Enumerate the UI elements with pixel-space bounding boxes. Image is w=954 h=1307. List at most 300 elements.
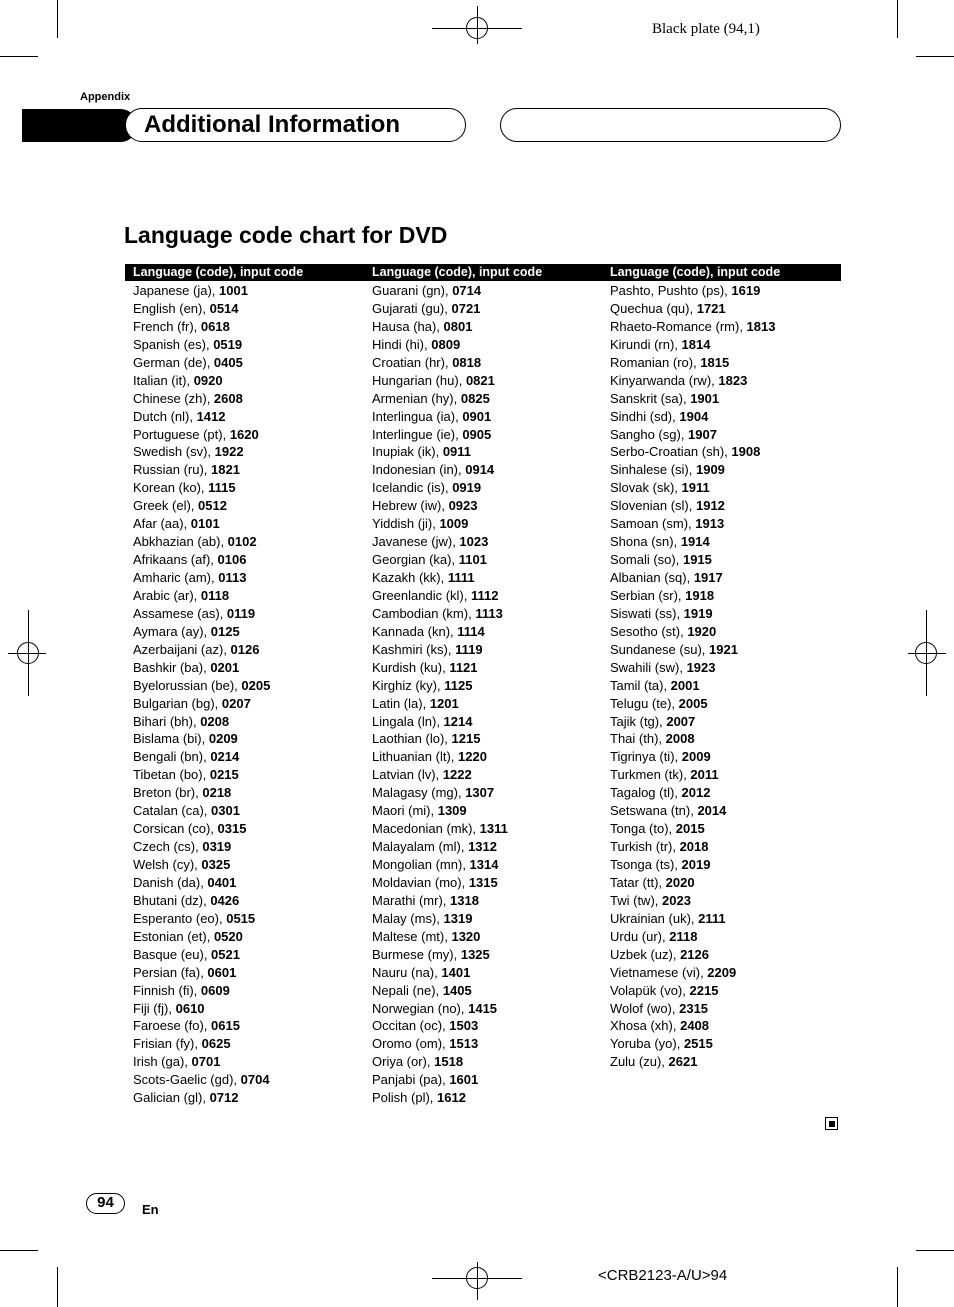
language-name: Sesotho (st), (610, 623, 688, 639)
language-entry (372, 784, 508, 802)
input-code: 0601 (207, 964, 237, 980)
language-name: Ukrainian (uk), (610, 910, 699, 926)
language-name: Basque (eu), (133, 946, 212, 962)
input-code: 0426 (210, 892, 240, 908)
column-header: Language (code), input code (133, 265, 304, 279)
column-header: Language (code), input code (610, 265, 781, 279)
language-entry (133, 928, 270, 946)
language-name: Hausa (ha), (372, 318, 444, 334)
language-entry (372, 533, 508, 551)
input-code: 1307 (465, 785, 495, 801)
language-name: Vietnamese (vi), (610, 964, 708, 980)
language-entry (372, 928, 508, 946)
language-entry (610, 515, 775, 533)
input-code: 0520 (213, 928, 243, 944)
language-name: Malagasy (mg), (372, 785, 466, 801)
language-entry (610, 659, 775, 677)
crop-mark (0, 56, 38, 57)
language-entry (372, 479, 508, 497)
input-code: 0923 (448, 498, 478, 514)
input-code: 1915 (682, 552, 712, 568)
language-name: Somali (so), (610, 552, 683, 568)
language-name: Nepali (ne), (372, 982, 443, 998)
language-name: Chinese (zh), (133, 390, 214, 406)
language-name: Esperanto (eo), (133, 910, 227, 926)
input-code: 0704 (240, 1072, 270, 1088)
input-code: 2020 (665, 874, 695, 890)
input-code: 1904 (679, 408, 709, 424)
language-name: Slovenian (sl), (610, 498, 696, 514)
language-label: En (142, 1202, 159, 1217)
language-name: Galician (gl), (133, 1090, 210, 1106)
language-entry (133, 784, 270, 802)
language-entry (372, 730, 508, 748)
language-name: Xhosa (xh), (610, 1018, 681, 1034)
language-name: Greek (el), (133, 498, 199, 514)
input-code: 1415 (468, 1000, 498, 1016)
language-entry (610, 408, 775, 426)
language-entry (133, 461, 270, 479)
language-entry (372, 838, 508, 856)
language-column (610, 282, 775, 1071)
language-name: Norwegian (no), (372, 1000, 469, 1016)
language-name: Guarani (gn), (372, 283, 453, 298)
language-entry (372, 748, 508, 766)
crop-mark (0, 1250, 38, 1251)
input-code: 1325 (460, 946, 490, 962)
language-entry (372, 946, 508, 964)
language-entry (133, 479, 270, 497)
input-code: 1311 (479, 821, 508, 837)
language-name: Telugu (te), (610, 695, 679, 711)
input-code: 1315 (468, 874, 498, 890)
language-entry (133, 641, 270, 659)
input-code: 0714 (452, 283, 482, 298)
language-name: Panjabi (pa), (372, 1072, 450, 1088)
language-name: Sanskrit (sa), (610, 390, 691, 406)
input-code: 1909 (695, 462, 725, 478)
language-entry (372, 569, 508, 587)
language-name: Yoruba (yo), (610, 1036, 684, 1052)
language-entry (133, 372, 270, 390)
language-entry (610, 372, 775, 390)
language-entry (610, 300, 775, 318)
input-code: 1921 (709, 641, 738, 657)
input-code: 1721 (696, 300, 726, 316)
language-name: Hindi (hi), (372, 336, 432, 352)
document-code: <CRB2123-A/U>94 (598, 1267, 728, 1284)
language-entry (372, 318, 508, 336)
language-entry (610, 802, 775, 820)
language-entry (610, 730, 775, 748)
input-code: 1114 (457, 623, 485, 639)
language-entry (372, 641, 508, 659)
input-code: 0625 (201, 1036, 231, 1052)
language-entry (372, 623, 508, 641)
language-name: Siswati (ss), (610, 605, 684, 621)
language-entry (372, 497, 508, 515)
language-name: Scots-Gaelic (gd), (133, 1072, 241, 1088)
language-entry (372, 820, 508, 838)
language-entry (133, 856, 270, 874)
language-name: Uzbek (uz), (610, 946, 681, 962)
language-name: Russian (ru), (133, 462, 212, 478)
language-entry (610, 354, 775, 372)
language-name: Oriya (or), (372, 1054, 435, 1070)
input-code: 1901 (690, 390, 720, 406)
language-entry (133, 874, 270, 892)
language-name: Kannada (kn), (372, 623, 458, 639)
input-code: 1912 (695, 498, 725, 514)
language-column (133, 282, 270, 1107)
input-code: 2009 (681, 749, 711, 765)
language-column (372, 282, 508, 1107)
input-code: 2014 (697, 803, 727, 819)
language-entry (610, 892, 775, 910)
language-name: Marathi (mr), (372, 892, 450, 908)
language-name: Indonesian (in), (372, 462, 466, 478)
input-code: 2007 (666, 713, 696, 729)
language-name: Bashkir (ba), (133, 659, 211, 675)
language-entry (133, 390, 270, 408)
input-code: 2011 (690, 767, 719, 783)
language-name: Javanese (jw), (372, 534, 460, 550)
language-name: Inupiak (ik), (372, 444, 443, 460)
language-entry (610, 479, 775, 497)
language-name: Interlingue (ie), (372, 426, 463, 442)
language-entry (133, 838, 270, 856)
language-entry (133, 318, 270, 336)
input-code: 2408 (680, 1018, 710, 1034)
language-name: Rhaeto-Romance (rm), (610, 318, 747, 334)
input-code: 1913 (695, 516, 725, 532)
language-name: Albanian (sq), (610, 570, 694, 585)
language-entry (372, 910, 508, 928)
input-code: 1815 (700, 354, 730, 370)
language-entry (610, 910, 775, 928)
language-name: Tagalog (tl), (610, 785, 682, 801)
language-name: Serbian (sr), (610, 587, 686, 603)
language-name: German (de), (133, 354, 214, 370)
language-entry (610, 820, 775, 838)
language-entry (133, 1053, 270, 1071)
input-code: 1920 (687, 623, 717, 639)
language-name: Slovak (sk), (610, 480, 682, 496)
input-code: 0209 (208, 731, 238, 747)
language-name: Gujarati (gu), (372, 300, 452, 316)
input-code: 2001 (670, 677, 700, 693)
language-name: Volapük (vo), (610, 982, 690, 998)
language-name: Maltese (mt), (372, 928, 452, 944)
language-entry (372, 695, 508, 713)
input-code: 0914 (465, 462, 495, 478)
input-code: 1922 (214, 444, 244, 460)
input-code: 1412 (196, 408, 226, 424)
input-code: 1113 (475, 605, 503, 621)
section-empty-tab (500, 108, 841, 142)
language-name: Swedish (sv), (133, 444, 215, 460)
input-code: 1009 (439, 516, 469, 532)
language-entry (133, 443, 270, 461)
language-name: Corsican (co), (133, 821, 218, 837)
language-entry (610, 713, 775, 731)
column-header: Language (code), input code (372, 265, 543, 279)
language-name: Latvian (lv), (372, 767, 443, 783)
input-code: 0610 (175, 1000, 205, 1016)
language-name: Hebrew (iw), (372, 498, 449, 514)
language-entry (372, 354, 508, 372)
language-name: Kirundi (rn), (610, 336, 682, 352)
language-entry (610, 623, 775, 641)
input-code: 0405 (213, 354, 243, 370)
input-code: 0519 (213, 336, 243, 352)
registration-mark-icon (17, 642, 39, 664)
input-code: 0214 (210, 749, 240, 765)
input-code: 0514 (209, 300, 239, 316)
language-entry (133, 336, 270, 354)
language-entry (372, 713, 508, 731)
language-entry (372, 461, 508, 479)
language-entry (610, 336, 775, 354)
input-code: 0712 (209, 1090, 239, 1106)
input-code: 1201 (429, 695, 459, 711)
input-code: 1814 (681, 336, 711, 352)
language-name: Azerbaijani (az), (133, 641, 231, 657)
language-entry (610, 964, 775, 982)
language-name: Frisian (fy), (133, 1036, 202, 1052)
input-code: 0102 (227, 534, 257, 550)
language-entry (133, 533, 270, 551)
input-code: 0301 (211, 803, 240, 819)
language-entry (133, 964, 270, 982)
section-title: Additional Information (125, 108, 466, 142)
language-name: Faroese (fo), (133, 1018, 212, 1034)
input-code: 2005 (678, 695, 708, 711)
plate-label: Black plate (94,1) (652, 21, 760, 37)
language-entry (372, 551, 508, 569)
input-code: 0920 (193, 372, 223, 388)
input-code: 1601 (449, 1072, 479, 1088)
language-entry (372, 802, 508, 820)
language-entry (133, 910, 270, 928)
input-code: 1320 (451, 928, 481, 944)
input-code: 0125 (210, 623, 240, 639)
input-code: 0919 (452, 480, 482, 496)
language-entry (372, 766, 508, 784)
language-name: Breton (br), (133, 785, 203, 801)
language-entry (133, 569, 270, 587)
language-entry (610, 461, 775, 479)
language-entry (133, 1035, 270, 1053)
language-entry (610, 982, 775, 1000)
language-entry (133, 1017, 270, 1035)
language-name: Tajik (tg), (610, 713, 667, 729)
language-name: Swahili (sw), (610, 659, 687, 675)
language-entry (610, 695, 775, 713)
language-name: Kazakh (kk), (372, 570, 448, 585)
input-code: 2209 (707, 964, 737, 980)
input-code: 2018 (679, 839, 709, 855)
input-code: 1907 (688, 426, 717, 442)
language-entry (133, 766, 270, 784)
input-code: 1620 (229, 426, 259, 442)
language-name: Samoan (sm), (610, 516, 696, 532)
input-code: 1911 (681, 480, 710, 496)
input-code: 0119 (226, 605, 256, 621)
language-name: Malayalam (ml), (372, 839, 469, 855)
input-code: 0205 (241, 677, 271, 693)
language-entry (133, 982, 270, 1000)
language-name: Fiji (fj), (133, 1000, 176, 1016)
end-mark-icon (825, 1117, 838, 1130)
language-name: Estonian (et), (133, 928, 214, 944)
input-code: 1319 (443, 910, 473, 926)
language-name: Kirghiz (ky), (372, 677, 445, 693)
language-name: Kurdish (ku), (372, 659, 450, 675)
language-name: Armenian (hy), (372, 390, 461, 406)
input-code: 0721 (451, 300, 481, 316)
input-code: 0821 (465, 372, 495, 388)
language-entry (133, 497, 270, 515)
language-entry (610, 677, 775, 695)
input-code: 1619 (731, 283, 761, 298)
input-code: 0809 (431, 336, 461, 352)
language-name: Aymara (ay), (133, 623, 211, 639)
language-entry (372, 282, 508, 300)
language-entry (133, 659, 270, 677)
language-entry (133, 730, 270, 748)
language-entry (372, 1071, 508, 1089)
language-name: Zulu (zu), (610, 1054, 669, 1070)
language-name: Nauru (na), (372, 964, 442, 980)
language-entry (133, 713, 270, 731)
input-code: 0218 (202, 785, 232, 801)
language-name: Cambodian (km), (372, 605, 476, 621)
language-name: Burmese (my), (372, 946, 461, 962)
language-name: Setswana (tn), (610, 803, 698, 819)
input-code: 0515 (226, 910, 256, 926)
crop-mark (57, 0, 58, 38)
language-name: Moldavian (mo), (372, 874, 469, 890)
language-name: Wolof (wo), (610, 1000, 680, 1016)
language-entry (133, 354, 270, 372)
input-code: 1612 (437, 1090, 466, 1106)
language-name: Serbo-Croatian (sh), (610, 444, 732, 460)
input-code: 2126 (680, 946, 709, 962)
input-code: 0901 (462, 408, 492, 424)
language-name: Tonga (to), (610, 821, 676, 837)
language-entry (133, 1071, 270, 1089)
language-entry (133, 587, 270, 605)
input-code: 2118 (669, 928, 698, 944)
language-entry (372, 1035, 508, 1053)
language-name: Bislama (bi), (133, 731, 209, 747)
language-entry (133, 677, 270, 695)
language-entry (610, 426, 775, 444)
language-name: Tsonga (ts), (610, 857, 682, 872)
appendix-label: Appendix (80, 91, 131, 103)
language-name: Malay (ms), (372, 910, 444, 926)
language-entry (610, 874, 775, 892)
language-name: Czech (cs), (133, 839, 203, 855)
language-entry (610, 1053, 775, 1071)
input-code: 0701 (191, 1054, 221, 1070)
language-entry (610, 1000, 775, 1018)
input-code: 1214 (443, 713, 473, 729)
language-entry (133, 426, 270, 444)
language-name: Tigrinya (ti), (610, 749, 682, 765)
language-name: Croatian (hr), (372, 354, 453, 370)
language-entry (610, 443, 775, 461)
language-entry (372, 605, 508, 623)
input-code: 0609 (200, 982, 230, 998)
language-entry (372, 300, 508, 318)
registration-mark-icon (915, 642, 937, 664)
crop-mark (916, 1250, 954, 1251)
language-entry (133, 551, 270, 569)
language-name: Maori (mi), (372, 803, 438, 819)
input-code: 1215 (451, 731, 481, 747)
language-entry (372, 587, 508, 605)
input-code: 1518 (434, 1054, 464, 1070)
language-name: Turkmen (tk), (610, 767, 691, 783)
language-name: Afar (aa), (133, 516, 191, 532)
language-entry (610, 497, 775, 515)
input-code: 1513 (449, 1036, 479, 1052)
language-name: Polish (pl), (372, 1090, 438, 1106)
language-entry (372, 982, 508, 1000)
language-name: Irish (ga), (133, 1054, 192, 1070)
input-code: 0905 (462, 426, 492, 442)
input-code: 2515 (683, 1036, 713, 1052)
language-entry (372, 874, 508, 892)
input-code: 0325 (201, 857, 231, 872)
language-name: Tatar (tt), (610, 874, 666, 890)
language-name: Sindhi (sd), (610, 408, 680, 424)
language-entry (133, 408, 270, 426)
input-code: 0113 (218, 570, 247, 585)
language-entry (610, 784, 775, 802)
input-code: 0215 (209, 767, 239, 783)
input-code: 0521 (211, 946, 240, 962)
input-code: 2608 (213, 390, 243, 406)
crop-mark (57, 1267, 58, 1307)
language-name: Italian (it), (133, 372, 194, 388)
language-name: Welsh (cy), (133, 857, 202, 872)
input-code: 1309 (437, 803, 467, 819)
language-name: Latin (la), (372, 695, 430, 711)
language-name: Interlingua (ia), (372, 408, 463, 424)
language-name: Portuguese (pt), (133, 426, 230, 442)
input-code: 2015 (675, 821, 705, 837)
input-code: 2215 (689, 982, 719, 998)
language-name: Danish (da), (133, 874, 208, 890)
input-code: 2008 (665, 731, 695, 747)
language-name: Laothian (lo), (372, 731, 452, 747)
language-entry (610, 282, 775, 300)
language-entry (610, 569, 775, 587)
language-name: Catalan (ca), (133, 803, 212, 819)
language-entry (372, 515, 508, 533)
language-entry (372, 336, 508, 354)
input-code: 0201 (210, 659, 240, 675)
language-name: Bengali (bn), (133, 749, 211, 765)
language-entry (610, 533, 775, 551)
language-name: Kashmiri (ks), (372, 641, 456, 657)
language-name: French (fr), (133, 318, 201, 334)
input-code: 1923 (686, 659, 716, 675)
language-entry (610, 1035, 775, 1053)
